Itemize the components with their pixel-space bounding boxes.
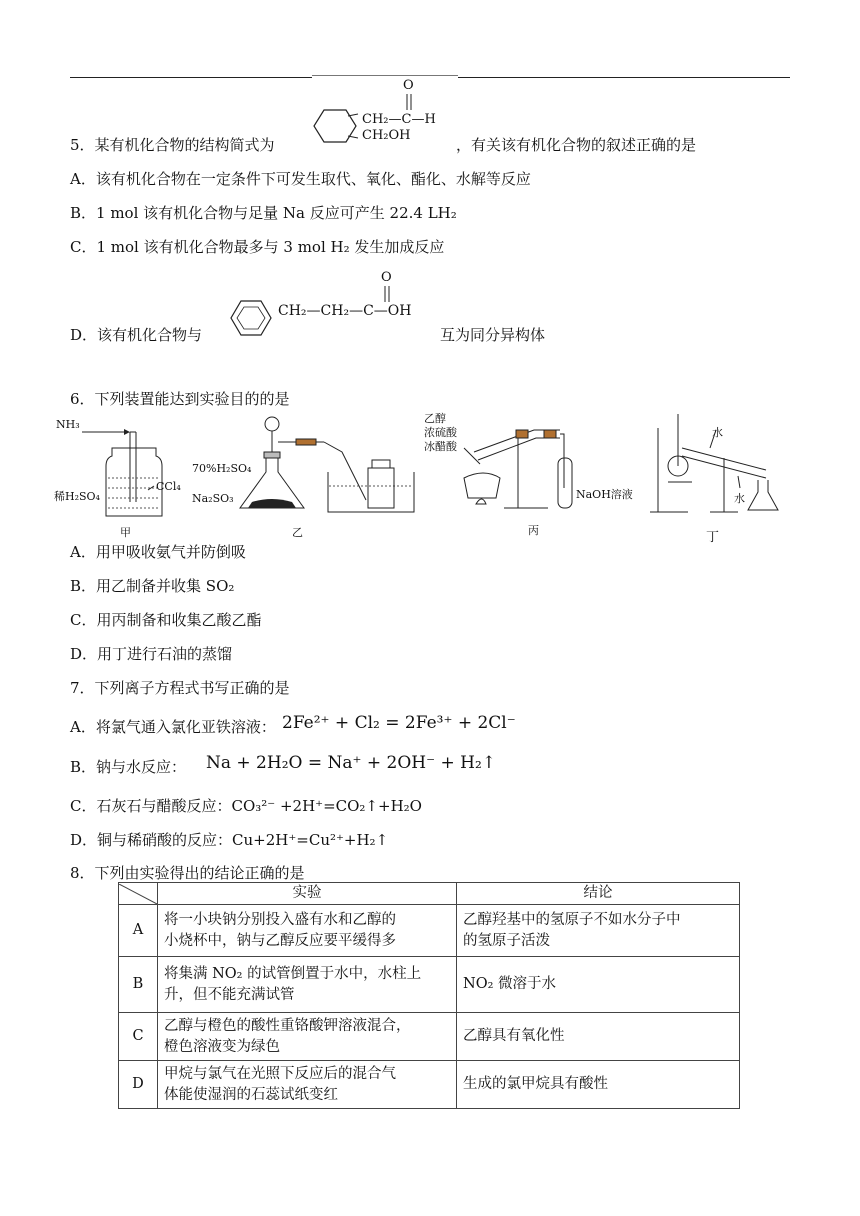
- bing-reagent3-label: 冰醋酸: [424, 440, 457, 453]
- header-conclusion: 结论: [457, 883, 740, 905]
- ding-water1-label: 水: [712, 426, 723, 439]
- yi-h2so4-label: 70%H₂SO₄: [192, 462, 252, 475]
- yi-na2so3-label: Na₂SO₃: [192, 492, 234, 505]
- header-rule-right: [458, 77, 790, 78]
- q7-option-a-eq: 2Fe²⁺ + Cl₂ = 2Fe³⁺ + 2Cl⁻: [282, 713, 516, 733]
- jia-ccl4-label: CCl₄: [156, 480, 181, 493]
- experiment-cell: [158, 905, 457, 957]
- q7-option-c: C．石灰石与醋酸反应：CO₃²⁻ +2H⁺=CO₂↑+H₂O: [70, 797, 422, 815]
- experiment-line: 体能使湿润的石蕊试纸变红: [164, 1086, 338, 1103]
- q7-stem: 7．下列离子方程式书写正确的是: [70, 679, 290, 697]
- conclusion-line: 生成的氯甲烷具有酸性: [463, 1076, 608, 1092]
- header-experiment: 实验: [158, 883, 457, 905]
- conclusion-line: 的氢原子活泼: [463, 932, 550, 949]
- experiment-line: 甲烷与氯气在光照下反应后的混合气: [164, 1065, 396, 1082]
- header-rule-left: [70, 77, 312, 78]
- bing-naoh-label: NaOH溶液: [576, 488, 633, 501]
- header-rule-mid: [312, 75, 458, 76]
- table-row: [119, 1061, 740, 1109]
- conclusion-line: 乙醇具有氧化性: [463, 1028, 565, 1044]
- row-label: C: [119, 1013, 158, 1061]
- experiment-line: 升，但不能充满试管: [164, 986, 295, 1003]
- q8-stem: 8．下列由实验得出的结论正确的是: [70, 864, 305, 882]
- conclusion-cell: [457, 1061, 740, 1109]
- table-row: [119, 905, 740, 957]
- q5-struct-ch2cho: CH₂—C—H: [362, 112, 436, 127]
- experiment-line: 乙醇与橙色的酸性重铬酸钾溶液混合，: [164, 1017, 411, 1034]
- experiment-line: 小烧杯中，钠与乙醇反应要平缓得多: [164, 932, 396, 949]
- experiment-line: 将一小块钠分别投入盛有水和乙醇的: [164, 911, 396, 928]
- q5-stem-b: ，有关该有机化合物的叙述正确的是: [456, 136, 697, 154]
- q5-option-a: A．该有机化合物在一定条件下可发生取代、氧化、酯化、水解等反应: [70, 170, 531, 188]
- row-label: A: [119, 905, 158, 957]
- experiment-table: [118, 882, 740, 1109]
- q5-benzene-ring-icon: [312, 104, 364, 148]
- conclusion-line: 乙醇羟基中的氢原子不如水分子中: [463, 911, 681, 928]
- ding-distill-icon: [648, 408, 798, 518]
- q5-struct-o: O: [403, 78, 414, 93]
- q5d-benzene-ring-icon: [230, 298, 274, 338]
- q5-option-c: C．1 mol 该有机化合物最多与 3 mol H₂ 发生加成反应: [70, 238, 445, 256]
- q5d-struct-chain: CH₂—CH₂—C—OH: [278, 303, 412, 319]
- apparatus-bing: [424, 408, 644, 538]
- experiment-line: 将集满 NO₂ 的试管倒置于水中，水柱上: [164, 965, 422, 982]
- apparatus-yi: [192, 412, 422, 538]
- q5d-struct-o: O: [381, 270, 392, 285]
- conclusion-cell: [457, 905, 740, 957]
- conclusion-cell: [457, 957, 740, 1013]
- apparatus-ding: [648, 408, 798, 544]
- conclusion-cell: [457, 1013, 740, 1061]
- q5-option-b: B．1 mol 该有机化合物与足量 Na 反应可产生 22.4 LH₂: [70, 204, 457, 222]
- q5-option-d-a: D．该有机化合物与: [70, 326, 203, 344]
- q7-option-b-label: B．钠与水反应：: [70, 758, 187, 776]
- experiment-cell: [158, 957, 457, 1013]
- q6-option-d: D．用丁进行石油的蒸馏: [70, 645, 233, 663]
- q5-struct-ch2oh: CH₂OH: [362, 128, 411, 143]
- jia-nh3-label: NH₃: [56, 418, 80, 431]
- row-label: D: [119, 1061, 158, 1109]
- bing-caption: 丙: [528, 524, 539, 537]
- q7-option-d: D．铜与稀硝酸的反应：Cu+2H⁺=Cu²⁺+H₂↑: [70, 831, 389, 849]
- diagonal-line-icon: [119, 884, 157, 904]
- conclusion-line: NO₂ 微溶于水: [463, 976, 556, 992]
- jia-bottle-icon: [54, 416, 184, 521]
- jia-h2so4-label: 稀H₂SO₄: [54, 490, 100, 503]
- table-corner-cell: [119, 883, 158, 905]
- ding-caption: 丁: [706, 530, 720, 545]
- jia-caption: 甲: [120, 526, 131, 539]
- yi-caption: 乙: [292, 526, 303, 539]
- ding-water2-label: 水: [734, 492, 745, 505]
- q6-stem: 6．下列装置能达到实验目的的是: [70, 390, 290, 408]
- row-label: B: [119, 957, 158, 1013]
- q5-stem-a: 5．某有机化合物的结构简式为: [70, 136, 275, 154]
- q6-option-b: B．用乙制备并收集 SO₂: [70, 577, 235, 595]
- q5-double-bond-icon: [404, 94, 414, 110]
- bing-reagent2-label: 浓硫酸: [424, 426, 457, 439]
- q6-option-c: C．用丙制备和收集乙酸乙酯: [70, 611, 262, 629]
- apparatus-jia: [54, 416, 184, 538]
- experiment-cell: [158, 1013, 457, 1061]
- experiment-cell: [158, 1061, 457, 1109]
- table-header-row: [119, 883, 740, 905]
- q6-option-a: A．用甲吸收氨气并防倒吸: [70, 543, 246, 561]
- bing-reagent1-label: 乙醇: [424, 412, 446, 425]
- q7-option-b-eq: Na + 2H₂O = Na⁺ + 2OH⁻ + H₂↑: [206, 753, 497, 773]
- experiment-line: 橙色溶液变为绿色: [164, 1038, 280, 1055]
- q5d-double-bond-icon: [382, 286, 392, 302]
- table-row: [119, 957, 740, 1013]
- q7-option-a-label: A．将氯气通入氯化亚铁溶液：: [70, 718, 276, 736]
- q5-option-d-b: 互为同分异构体: [440, 326, 546, 344]
- table-row: [119, 1013, 740, 1061]
